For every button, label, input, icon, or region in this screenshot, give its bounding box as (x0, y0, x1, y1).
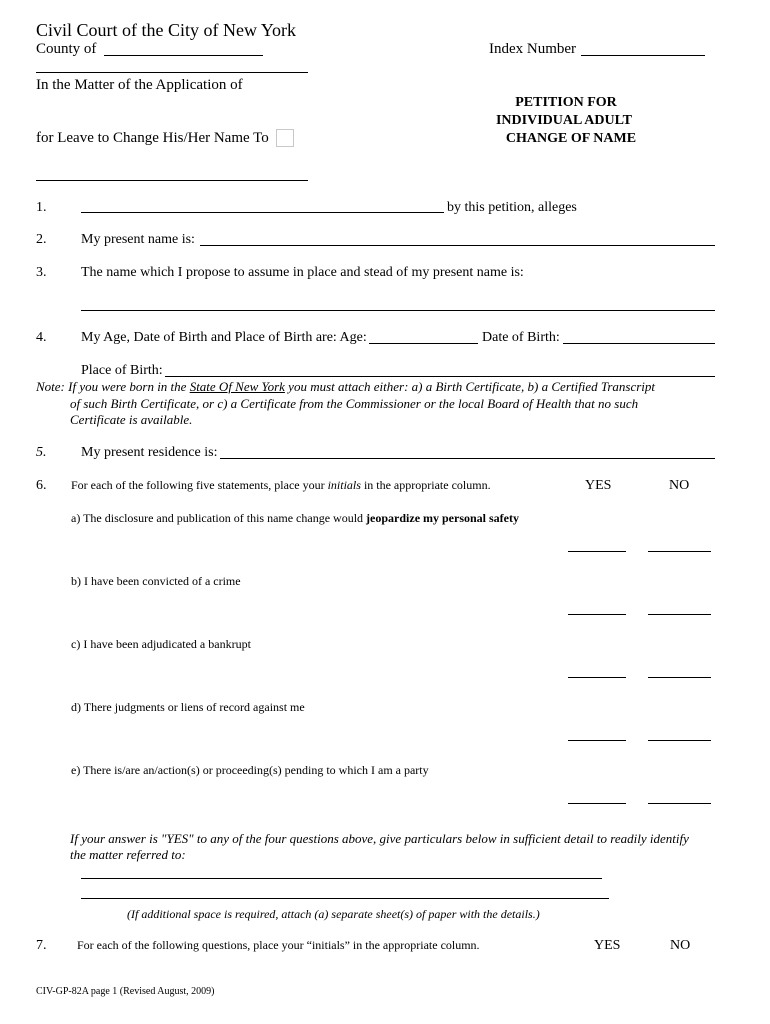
item-7-text: For each of the following questions, place your “initials” in the appropriate column. (77, 938, 480, 952)
item-6-number: 6. (36, 478, 47, 493)
item-6-yes-header: YES (585, 478, 612, 493)
statement-b: b) I have been convicted of a crime (71, 574, 241, 588)
statement-e-no-field[interactable] (648, 803, 711, 804)
statement-c-no-field[interactable] (648, 677, 711, 678)
particulars-line-1: If your answer is "YES" to any of the four questions above, give particulars below in sufficient detail to readily identify (70, 831, 689, 846)
additional-space-note: (If additional space is required, attach (a) separate sheet(s) of paper with the details.) (127, 907, 540, 921)
new-name-field[interactable] (36, 180, 308, 181)
item-5-text: My present residence is: (81, 445, 218, 460)
statement-b-yes-field[interactable] (568, 614, 626, 615)
index-number-field[interactable] (581, 55, 705, 56)
present-name-field[interactable] (200, 245, 715, 246)
name-checkbox[interactable] (276, 129, 294, 147)
county-field[interactable] (104, 55, 263, 56)
petition-title-line1: PETITION FOR (515, 95, 617, 110)
leave-line: for Leave to Change His/Her Name To (36, 130, 269, 146)
pob-field[interactable] (165, 376, 715, 377)
item-3-number: 3. (36, 265, 47, 280)
court-title: Civil Court of the City of New York (36, 20, 297, 40)
item-4-number: 4. (36, 330, 47, 345)
proposed-name-field[interactable] (81, 310, 715, 311)
petition-title-line3: CHANGE OF NAME (505, 131, 637, 146)
item-6-no-header: NO (669, 478, 690, 493)
statement-e: e) There is/are an/action(s) or proceeding(s) pending to which I am a party (71, 763, 429, 777)
item-4-text: My Age, Date of Birth and Place of Birth are: Age: (81, 330, 367, 345)
dob-label: Date of Birth: (482, 330, 560, 345)
county-label: County of (36, 41, 97, 57)
petitioner-name-field[interactable] (81, 212, 444, 213)
item-6-text: For each of the following five statements, place your initials in the appropriate column. (71, 478, 491, 492)
statement-c-yes-field[interactable] (568, 677, 626, 678)
index-number-label: Index Number (489, 41, 577, 57)
statement-b-no-field[interactable] (648, 614, 711, 615)
statement-d: d) There judgments or liens of record against me (71, 700, 305, 714)
item-2-number: 2. (36, 232, 47, 247)
statement-d-no-field[interactable] (648, 740, 711, 741)
pob-label: Place of Birth: (81, 363, 163, 378)
statement-a: a) The disclosure and publication of this name change would jeopardize my personal safety (71, 511, 520, 525)
residence-field[interactable] (220, 458, 715, 459)
statement-c: c) I have been adjudicated a bankrupt (71, 637, 251, 651)
dob-field[interactable] (563, 343, 715, 344)
petition-title-line2: INDIVIDUAL ADULT (495, 113, 633, 128)
item-1-number: 1. (36, 200, 47, 215)
statement-a-yes-field[interactable] (568, 551, 626, 552)
applicant-name-field[interactable] (36, 72, 308, 73)
particulars-line-2: the matter referred to: (70, 847, 186, 862)
particulars-field-1[interactable] (81, 878, 602, 879)
item-3-text: The name which I propose to assume in place and stead of my present name is: (81, 265, 524, 280)
age-field[interactable] (369, 343, 478, 344)
matter-line: In the Matter of the Application of (36, 77, 243, 93)
statement-d-yes-field[interactable] (568, 740, 626, 741)
note-line-3: Certificate is available. (70, 412, 193, 427)
item-2-text: My present name is: (81, 232, 195, 247)
item-7-no-header: NO (670, 938, 691, 953)
item-7-yes-header: YES (594, 938, 621, 953)
item-7-number: 7. (36, 938, 47, 953)
statement-e-yes-field[interactable] (568, 803, 626, 804)
particulars-field-2[interactable] (81, 898, 609, 899)
item-1-text: by this petition, alleges (447, 200, 577, 215)
note-line-2: of such Birth Certificate, or c) a Certificate from the Commissioner or the local Board of Health that no such (70, 396, 639, 411)
item-5-number: 5. (36, 445, 47, 460)
note-line-1: Note: If you were born in the State Of New York you must attach either: a) a Birth Certificate, b) a Certified Transcript (36, 379, 656, 394)
statement-a-no-field[interactable] (648, 551, 711, 552)
form-footer: CIV-GP-82A page 1 (Revised August, 2009) (36, 986, 215, 997)
